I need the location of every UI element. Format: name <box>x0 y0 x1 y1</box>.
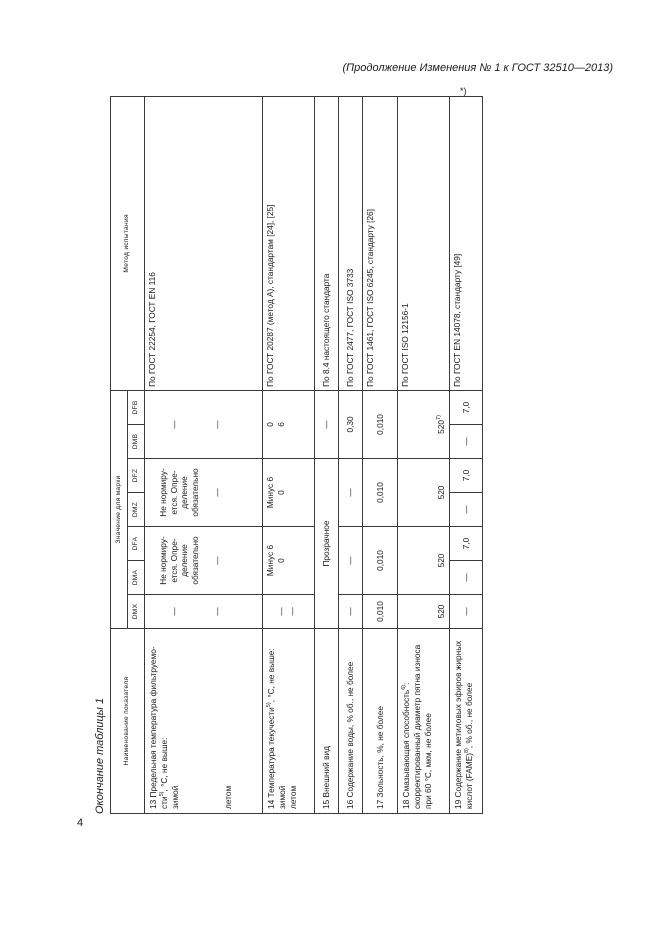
row13-dmz-dfz-winter: Не нормируется. Определение обязательно <box>157 468 201 517</box>
row14-dma-dfa <box>263 527 315 595</box>
row14-name <box>263 629 315 814</box>
row19-name-text: 19 Содержание метиловых эфиров жирных кислот (FAME) <box>453 640 474 809</box>
row19-name-tail: , % об., не более <box>463 682 474 749</box>
row13-dmb-dfb-summer: — <box>211 420 222 429</box>
row17-dma-dfa: 0,010 <box>363 527 398 595</box>
col-header-name: Наименование показателя <box>111 629 145 814</box>
row19-dmx: — <box>450 595 483 629</box>
row15-dmb-dfb: — <box>315 390 339 458</box>
row18-dma-dfa: 520 <box>398 527 450 595</box>
row13-dma-dfa <box>145 527 263 595</box>
grade-dmz: DMZ <box>128 493 145 527</box>
row17-dmz-dfz: 0,010 <box>363 459 398 527</box>
table-row <box>263 96 315 813</box>
row13-dma-dfa-winter: Не нормируется. Определение обязательно <box>157 536 201 585</box>
row14-dmz-dfz-summer: 0 <box>275 490 286 495</box>
grade-dmb: DMB <box>128 425 145 459</box>
rotated-table-area <box>90 97 474 814</box>
table-row <box>363 96 398 813</box>
row16-dmx: — <box>339 595 363 629</box>
specification-table <box>110 96 483 814</box>
row16-name: 16 Содержание воды, % об., не более <box>339 629 363 814</box>
row18-dmz-dfz: 520 <box>398 459 450 527</box>
row18-dmb-dfb-footnote: 7) <box>436 415 443 420</box>
table-row <box>145 96 263 813</box>
row14-name-text: 14 Температура текучести <box>266 707 276 809</box>
row19-dfb: 7,0 <box>450 390 483 424</box>
row18-footnote: 6) <box>401 684 408 690</box>
row13-dmx-summer: — <box>211 607 222 616</box>
row13-winter: зимой <box>169 785 180 809</box>
row17-dmb-dfb: 0,010 <box>363 390 398 458</box>
col-header-method: Метод испытания <box>111 96 145 390</box>
row16-dmz-dfz: — <box>339 459 363 527</box>
row16-method: По ГОСТ 2477, ГОСТ ISO 3733 <box>339 96 363 390</box>
row16-dmb-dfb: 0,30 <box>339 390 363 458</box>
row18-name-tail: : скорректированный диаметр пятна износа при 60 °С, мкм, не более <box>401 644 433 809</box>
row15-name: 15 Внешний вид <box>315 629 339 814</box>
row15-method: По 8.4 настоящего стандарта <box>315 96 339 390</box>
row14-dmb-dfb-winter: 0 <box>265 422 275 427</box>
row13-name-tail: , °С, не выше: <box>158 737 169 792</box>
row13-dmb-dfb <box>145 390 263 458</box>
row17-method: По ГОСТ 1461, ГОСТ ISO 6245, стандарту [26] <box>363 96 398 390</box>
row14-name-tail: , °С, не выше: <box>266 648 276 703</box>
table-canvas <box>90 97 474 814</box>
row14-dmx-winter: — <box>275 607 286 616</box>
row18-dmx: 520 <box>398 595 450 629</box>
row14-dmx-summer: — <box>286 607 297 616</box>
row17-dmx: 0,010 <box>363 595 398 629</box>
row18-dmb-dfb <box>398 390 450 458</box>
row13-dmx-winter: — <box>168 607 179 616</box>
footnote-mark: *) <box>460 86 467 96</box>
row14-method: По ГОСТ 20287 (метод А), стандартам [24], [25] <box>263 96 315 390</box>
row19-dmz: — <box>450 493 483 527</box>
row19-name <box>450 629 483 814</box>
row18-method: По ГОСТ ISO 12156-1 <box>398 96 450 390</box>
row14-summer: летом <box>287 785 298 809</box>
row13-dmx <box>145 595 263 629</box>
row13-summer: летом <box>223 785 234 809</box>
row14-dmb-dfb-summer: 6 <box>275 422 286 427</box>
grade-dfb: DFB <box>128 390 145 424</box>
row16-dma-dfa: — <box>339 527 363 595</box>
grade-dma: DMA <box>128 561 145 595</box>
row19-dma: — <box>450 561 483 595</box>
row13-name <box>145 629 263 814</box>
row13-dmb-dfb-winter: — <box>168 420 179 429</box>
row14-dmx <box>263 595 315 629</box>
row18-name-text: 18 Смазывающая способность <box>401 689 411 809</box>
row14-dma-dfa-winter: Минус 6 <box>265 544 275 577</box>
row13-dmz-dfz-summer: — <box>211 488 222 497</box>
grade-dmx: DMX <box>128 595 145 629</box>
page-number: 4 <box>77 817 84 829</box>
row19-dfa: 7,0 <box>450 527 483 561</box>
row14-dmz-dfz-winter: Минус 6 <box>265 476 275 509</box>
row15-value: Прозрачное <box>315 459 339 629</box>
running-header: (Продолжение Изменения № 1 к ГОСТ 32510—2013) <box>342 62 613 74</box>
col-header-values: Значение для марки <box>111 390 128 628</box>
table-row <box>398 96 450 813</box>
table-row <box>339 96 363 813</box>
row19-footnote: 8) <box>464 748 471 753</box>
row13-dmz-dfz <box>145 459 263 527</box>
row18-dmb-dfb-value: 520 <box>436 419 447 434</box>
row13-name-text: 13 Предельная температура фильтруемости <box>148 646 169 809</box>
grade-dfa: DFA <box>128 527 145 561</box>
table-row <box>315 96 339 813</box>
row14-footnote: 5) <box>266 702 273 708</box>
row19-dfz: 7,0 <box>450 459 483 493</box>
row13-dma-dfa-summer: — <box>211 556 222 565</box>
row13-method: По ГОСТ 22254, ГОСТ EN 116 <box>145 96 263 390</box>
row14-winter: зимой <box>276 785 287 809</box>
row19-dmb: — <box>450 425 483 459</box>
row17-name: 17 Зольность, %, не более <box>363 629 398 814</box>
row13-footnote: 5) <box>159 791 166 797</box>
row18-name <box>398 629 450 814</box>
grade-dfz: DFZ <box>128 459 145 493</box>
table-caption: Окончание таблицы 1 <box>94 697 106 814</box>
row14-dmb-dfb <box>263 390 315 458</box>
table-row <box>450 96 483 813</box>
row14-dmz-dfz <box>263 459 315 527</box>
row19-method: По ГОСТ EN 14078, стандарту [49] <box>450 96 483 390</box>
row14-dma-dfa-summer: 0 <box>275 558 286 563</box>
